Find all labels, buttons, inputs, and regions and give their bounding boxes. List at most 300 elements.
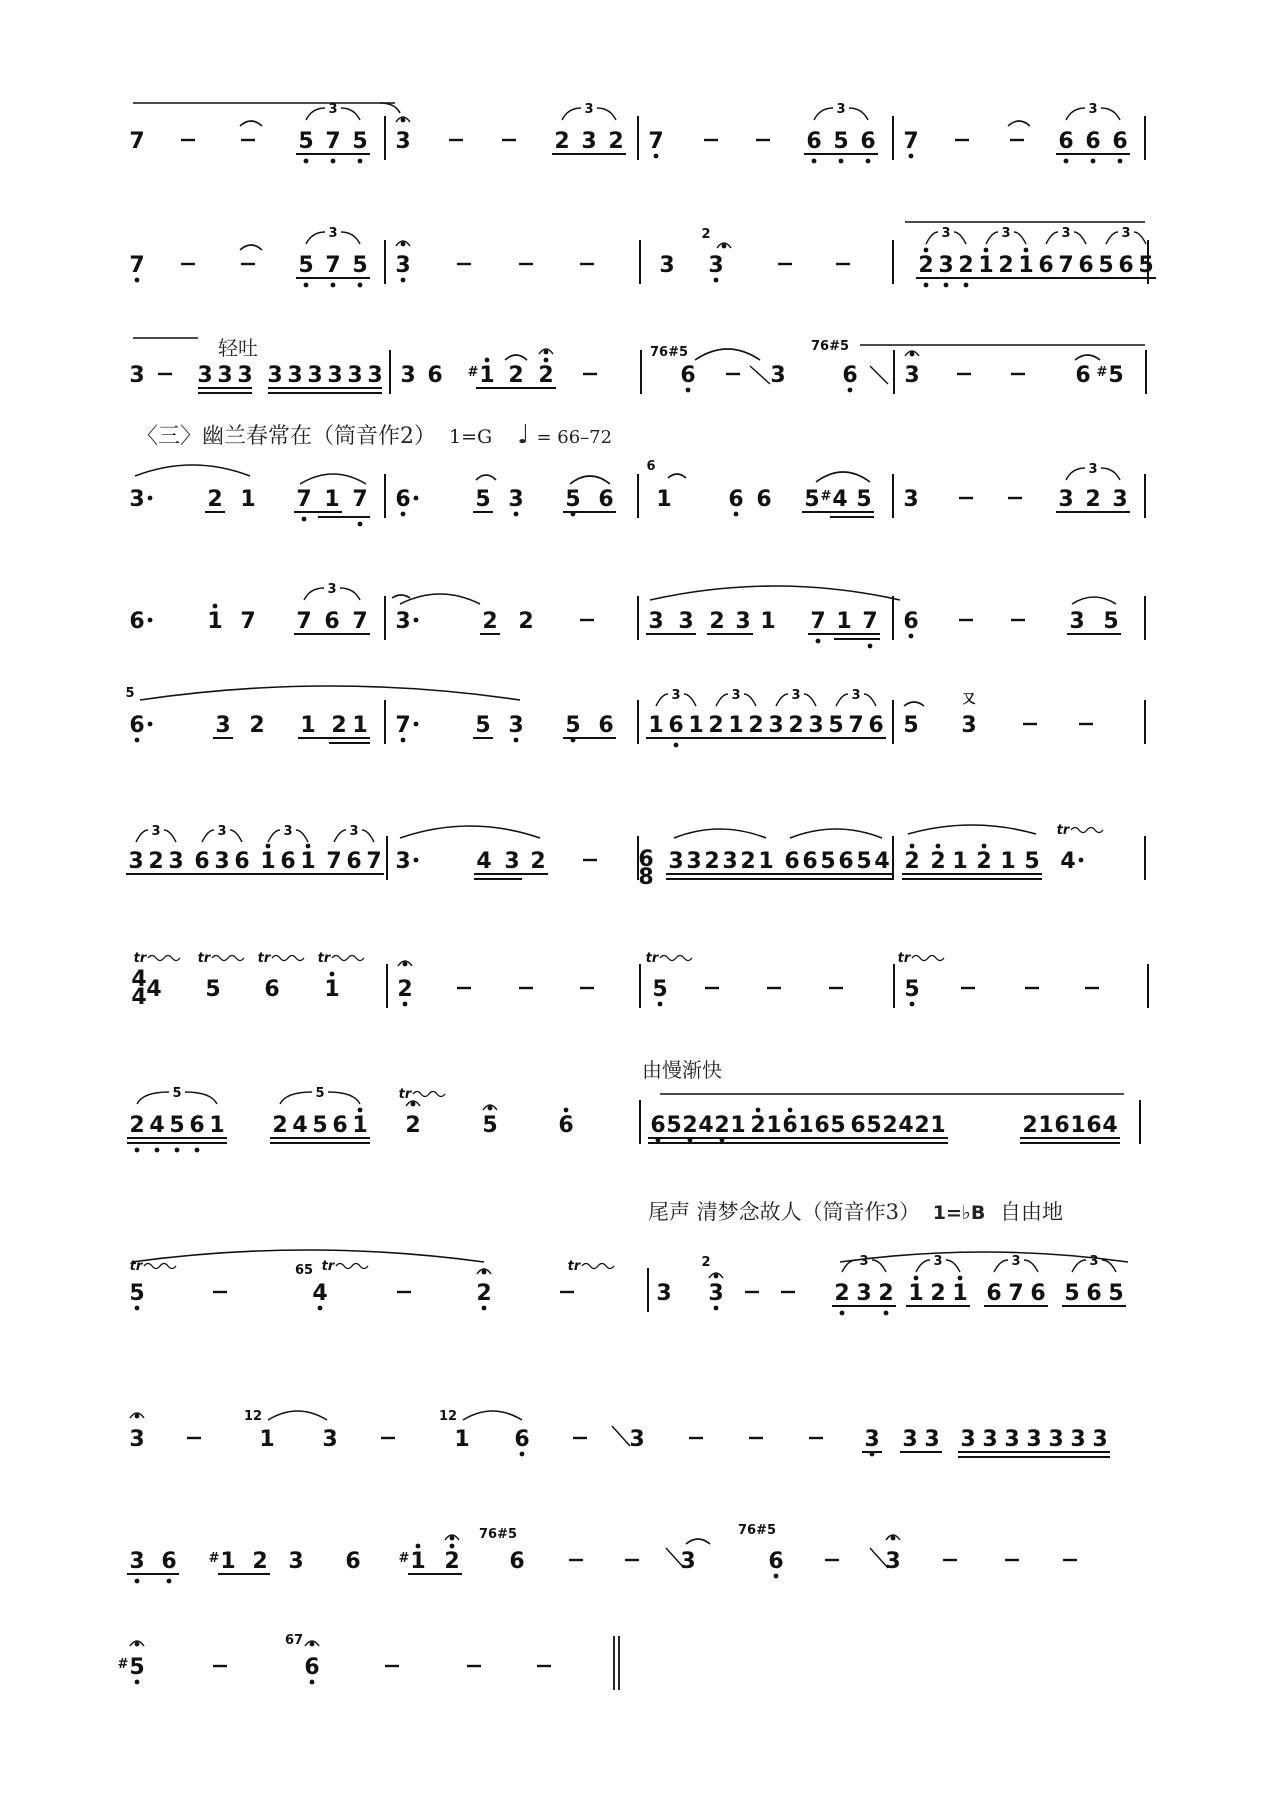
slur: [816, 472, 870, 482]
long-slur: [650, 586, 900, 600]
note: 6: [598, 487, 614, 512]
note: 6: [668, 713, 684, 738]
high-octave-dot: [788, 1108, 793, 1113]
note: 6: [784, 849, 800, 874]
breath-arc: [668, 474, 686, 478]
breath-arc: [240, 245, 262, 250]
slur: [463, 1411, 522, 1420]
tuplet-arc: [1101, 468, 1120, 480]
note: 3: [902, 1427, 918, 1452]
note: 7: [326, 849, 342, 874]
long-slur: [132, 1250, 484, 1262]
tuplet-number: 3: [791, 688, 801, 703]
note: 5: [1064, 1281, 1080, 1306]
low-octave-dot: [135, 1148, 140, 1153]
tuplet-arc: [164, 830, 176, 842]
note: 2: [249, 713, 265, 738]
tuplet-number: 3: [584, 102, 594, 117]
note: 2: [958, 253, 974, 278]
note: 3: [322, 1427, 338, 1452]
glide-line: [612, 1426, 630, 1446]
note: 6: [194, 849, 210, 874]
tuplet-arc: [1024, 1260, 1038, 1272]
note: 6: [1058, 129, 1074, 154]
tuplet-number: 3: [327, 582, 337, 597]
note: 3: [1070, 1427, 1086, 1452]
tuplet-arc: [296, 830, 308, 842]
note: 4: [1060, 849, 1076, 874]
breath-arc: [1075, 355, 1100, 360]
section-3-title: 〈三〉幽兰春常在（筒音作2）: [136, 424, 436, 449]
note: 7: [648, 129, 664, 154]
fermata-dot: [450, 1536, 455, 1541]
note: 6: [558, 1113, 574, 1138]
low-octave-dot: [167, 1579, 172, 1584]
high-octave-dot: [358, 1108, 363, 1113]
note: 2: [998, 253, 1014, 278]
grace-note: 76#5: [810, 339, 850, 354]
note: 3: [1092, 1427, 1108, 1452]
note: 7: [325, 253, 341, 278]
slur: [908, 825, 1036, 834]
tuplet-number: 3: [328, 102, 338, 117]
tuplet-arc: [849, 108, 868, 120]
grace-note: 76#5: [478, 1527, 518, 1542]
note: 6: [1075, 363, 1091, 388]
high-octave-dot: [1024, 248, 1029, 253]
low-octave-dot: [839, 159, 844, 164]
tuplet-arc: [1102, 1260, 1116, 1272]
low-octave-dot: [924, 283, 929, 288]
tuplet-number: 3: [151, 824, 161, 839]
fermata-dot: [714, 1274, 719, 1279]
note: 7: [395, 713, 411, 738]
note: 3: [1004, 1427, 1020, 1452]
note: 1: [259, 1427, 275, 1452]
high-octave-dot: [914, 1276, 919, 1281]
note: 3: [1069, 609, 1085, 634]
trill-wave-icon: [336, 1264, 368, 1269]
note: 2: [704, 849, 720, 874]
note: 6: [161, 1549, 177, 1574]
note: 7: [240, 609, 256, 634]
note: 6: [1054, 1113, 1070, 1138]
trill-wave-icon: [272, 956, 304, 961]
note: 3: [129, 1427, 145, 1452]
note: 1: [730, 1113, 746, 1138]
note: 6: [1112, 129, 1128, 154]
note: 3: [938, 253, 954, 278]
low-octave-dot: [734, 512, 739, 517]
note: 2: [914, 1113, 930, 1138]
note: 6: [129, 609, 145, 634]
note: 3: [982, 1427, 998, 1452]
low-octave-dot: [304, 159, 309, 164]
glide-line: [750, 366, 770, 384]
tuplet-arc: [306, 108, 325, 120]
note: 4: [146, 977, 162, 1002]
note: 2: [1022, 1113, 1038, 1138]
grace-note: 2: [701, 1255, 711, 1270]
note: 2: [129, 1113, 145, 1138]
fermata-dot: [544, 350, 549, 355]
grace-note: 12: [243, 1409, 263, 1424]
tuplet-arc: [836, 694, 848, 706]
note: 3: [960, 1427, 976, 1452]
tuplet-arc: [328, 1092, 360, 1104]
note: 6: [814, 1113, 830, 1138]
note: 1: [209, 1113, 225, 1138]
note: 2: [530, 849, 546, 874]
low-octave-dot: [1091, 159, 1096, 164]
note: 3: [367, 363, 383, 388]
note: 6: [838, 849, 854, 874]
tempo-note-icon: ♩: [517, 420, 530, 450]
note: 5: [312, 1113, 328, 1138]
tuplet-number: 3: [1011, 1254, 1021, 1269]
high-octave-dot: [330, 972, 335, 977]
tuplet-number: 3: [941, 226, 951, 241]
tuplet-arc: [230, 830, 242, 842]
tuplet-arc: [334, 830, 346, 842]
note: 3: [395, 609, 411, 634]
high-octave-dot: [266, 844, 271, 849]
note: 1: [1000, 849, 1016, 874]
slur: [790, 829, 882, 838]
note: 2: [930, 849, 946, 874]
trill-wave-icon: [148, 956, 180, 961]
note: 6: [802, 849, 818, 874]
note: 7: [1058, 253, 1074, 278]
note: 3: [197, 363, 213, 388]
note: 6: [1118, 253, 1134, 278]
note: 5: [1108, 1281, 1124, 1306]
note: 3: [1026, 1427, 1042, 1452]
note: 4: [898, 1113, 914, 1138]
note: 3: [678, 609, 694, 634]
trill-wave-icon: [582, 1264, 614, 1269]
glide-line: [870, 366, 888, 384]
note: 7: [903, 129, 919, 154]
note: 4: [874, 849, 890, 874]
note: 1: [352, 1113, 368, 1138]
note: 3: [808, 713, 824, 738]
tuplet-arc: [268, 830, 280, 842]
note: 6: [280, 849, 296, 874]
note: 1: [220, 1549, 236, 1574]
tuplet-arc: [872, 1260, 886, 1272]
note: 1: [454, 1427, 470, 1452]
grace-note: 5: [125, 686, 135, 701]
tuplet-arc: [362, 830, 374, 842]
low-octave-dot: [868, 644, 873, 649]
note: 2: [740, 849, 756, 874]
note: 2: [976, 849, 992, 874]
note: 5: [1138, 253, 1154, 278]
note: 4: [292, 1113, 308, 1138]
low-octave-dot: [403, 1002, 408, 1007]
note: 1: [410, 1549, 426, 1574]
tuplet-number: 3: [349, 824, 359, 839]
note: 3: [708, 253, 724, 278]
tuplet-number: 3: [1088, 462, 1098, 477]
note: 2: [482, 609, 498, 634]
sharp-icon: #: [820, 489, 832, 504]
note: 6: [427, 363, 443, 388]
low-octave-dot: [944, 283, 949, 288]
grace-note: 76#5: [737, 1523, 777, 1538]
note: 4: [476, 849, 492, 874]
tuplet-arc: [1072, 1260, 1086, 1272]
low-octave-dot: [909, 154, 914, 159]
tuplet-arc: [1066, 468, 1085, 480]
note: 6: [986, 1281, 1002, 1306]
note: 6: [234, 849, 250, 874]
note: 5: [804, 487, 820, 512]
slur: [135, 465, 250, 476]
note: 3: [770, 363, 786, 388]
note: 5: [129, 1281, 145, 1306]
tuplet-number: 3: [859, 1254, 869, 1269]
fermata-dot: [310, 1642, 315, 1647]
note: 7: [325, 129, 341, 154]
note: 6: [346, 849, 362, 874]
tuplet-arc: [1106, 232, 1118, 244]
note: 5: [169, 1113, 185, 1138]
note: 7: [296, 609, 312, 634]
tuplet-arc: [597, 108, 616, 120]
note: 1: [300, 849, 316, 874]
note: 5: [475, 713, 491, 738]
fermata-dot: [488, 1106, 493, 1111]
trill-wave-icon: [912, 956, 944, 961]
low-octave-dot: [155, 1148, 160, 1153]
note: 7: [1008, 1281, 1024, 1306]
note: 3: [961, 713, 977, 738]
tuplet-number: 3: [731, 688, 741, 703]
note: 1: [978, 253, 994, 278]
trill-mark: tr: [197, 951, 211, 966]
high-octave-dot: [213, 604, 218, 609]
note: 3: [307, 363, 323, 388]
breath-arc: [686, 1539, 710, 1544]
note: 2: [1085, 487, 1101, 512]
grace-note: 76#5: [649, 345, 689, 360]
tuplet-number: 3: [283, 824, 293, 839]
note: 2: [272, 1113, 288, 1138]
trill-wave-icon: [413, 1092, 445, 1097]
breath-arc: [240, 121, 262, 126]
note: 2: [882, 1113, 898, 1138]
low-octave-dot: [520, 1452, 525, 1457]
tuplet-arc: [986, 232, 998, 244]
fermata-dot: [482, 1270, 487, 1275]
high-octave-dot: [416, 1544, 421, 1549]
low-octave-dot: [175, 1148, 180, 1153]
note: 1: [758, 849, 774, 874]
note: 1: [324, 487, 340, 512]
trill-wave-icon: [144, 1264, 176, 1269]
note: 3: [656, 1281, 672, 1306]
note: 6: [842, 363, 858, 388]
time-signature-top: 6: [638, 847, 654, 872]
note: 6: [598, 713, 614, 738]
note: 3: [395, 849, 411, 874]
coda-key: 1=♭B: [932, 1202, 986, 1224]
low-octave-dot: [401, 278, 406, 283]
note: 5: [904, 977, 920, 1002]
tuplet-number: 3: [328, 226, 338, 241]
note: 4: [149, 1113, 165, 1138]
note: 6: [345, 1549, 361, 1574]
note: 3: [128, 849, 144, 874]
tuplet-number: 3: [671, 688, 681, 703]
low-octave-dot: [848, 388, 853, 393]
high-octave-dot: [982, 844, 987, 849]
time-signature-bottom: 4: [131, 985, 147, 1010]
low-octave-dot: [135, 738, 140, 743]
note: 3: [215, 713, 231, 738]
sharp-icon: #: [467, 365, 479, 380]
note: 3: [659, 253, 675, 278]
note: 6: [1078, 253, 1094, 278]
low-octave-dot: [358, 283, 363, 288]
note: 3: [885, 1549, 901, 1574]
tuplet-arc: [1074, 232, 1086, 244]
note: 5: [856, 487, 872, 512]
note: 5: [830, 1113, 846, 1138]
note: 6: [782, 1113, 798, 1138]
note: 7: [810, 609, 826, 634]
note: 3: [217, 363, 233, 388]
low-octave-dot: [304, 283, 309, 288]
low-octave-dot: [910, 1002, 915, 1007]
note: 1: [760, 609, 776, 634]
sharp-icon: #: [1096, 365, 1108, 380]
note: 6: [395, 487, 411, 512]
note: 3: [168, 849, 184, 874]
low-octave-dot: [812, 159, 817, 164]
note: 3: [735, 609, 751, 634]
note: 4: [698, 1113, 714, 1138]
note: 6: [903, 609, 919, 634]
note: 3: [722, 849, 738, 874]
note: 5: [856, 849, 872, 874]
note: 6: [650, 1113, 666, 1138]
note: 2: [748, 713, 764, 738]
long-slur: [140, 686, 520, 700]
trill-mark: tr: [1056, 823, 1070, 838]
note: 1: [352, 713, 368, 738]
fermata-dot: [411, 1102, 416, 1107]
quintuplet-number: 5: [172, 1086, 182, 1101]
tuplet-arc: [994, 1260, 1008, 1272]
low-octave-dot: [401, 512, 406, 517]
coda-tempo: 自由地: [1000, 1200, 1064, 1224]
grace-note: 6: [646, 459, 656, 474]
note: 5: [828, 713, 844, 738]
tuplet-arc: [280, 1092, 312, 1104]
high-octave-dot: [306, 844, 311, 849]
note: 1: [688, 713, 704, 738]
high-octave-dot: [958, 1276, 963, 1281]
note: 3: [648, 609, 664, 634]
note: 7: [366, 849, 382, 874]
tuplet-arc: [656, 694, 668, 706]
note: 3: [395, 253, 411, 278]
note: 2: [331, 713, 347, 738]
note: 5: [352, 129, 368, 154]
note: 3: [508, 487, 524, 512]
high-octave-dot: [910, 844, 915, 849]
note: 2: [476, 1281, 492, 1306]
note: 2: [714, 1113, 730, 1138]
note: 2: [750, 1113, 766, 1138]
time-signature-top: 4: [131, 967, 147, 992]
low-octave-dot: [686, 388, 691, 393]
tuplet-number: 3: [1089, 1254, 1099, 1269]
note: 3: [129, 363, 145, 388]
note: 5: [866, 1113, 882, 1138]
note: 3: [129, 1549, 145, 1574]
note: 5: [820, 849, 836, 874]
note: 2: [148, 849, 164, 874]
note: 2: [930, 1281, 946, 1306]
note: 3: [327, 363, 343, 388]
note: 2: [252, 1549, 268, 1574]
note: 3: [508, 713, 524, 738]
tuplet-arc: [136, 830, 148, 842]
trill-mark: tr: [257, 951, 271, 966]
note: 1: [930, 1113, 946, 1138]
note: 3: [287, 363, 303, 388]
low-octave-dot: [654, 154, 659, 159]
low-octave-dot: [816, 639, 821, 644]
trill-wave-icon: [212, 956, 244, 961]
breath-arc: [476, 475, 496, 480]
tuplet-arc: [562, 108, 581, 120]
note: 1: [648, 713, 664, 738]
note: 3: [214, 849, 230, 874]
low-octave-dot: [135, 1680, 140, 1685]
slur: [674, 829, 766, 838]
note: 2: [682, 1113, 698, 1138]
grace-note: 2: [701, 227, 711, 242]
low-octave-dot: [658, 1002, 663, 1007]
high-octave-dot: [544, 358, 549, 363]
sharp-icon: #: [208, 1551, 220, 1566]
note: 6: [1086, 1113, 1102, 1138]
note: 3: [129, 487, 145, 512]
low-octave-dot: [674, 743, 679, 748]
note: 1: [908, 1281, 924, 1306]
low-octave-dot: [310, 1680, 315, 1685]
note: 2: [444, 1549, 460, 1574]
tuplet-arc: [202, 830, 214, 842]
low-octave-dot: [964, 283, 969, 288]
note: 6: [1086, 1281, 1102, 1306]
annotation-you: 又: [962, 692, 976, 707]
note: 3: [395, 129, 411, 154]
grace-note: 67: [284, 1633, 304, 1648]
slur: [1072, 597, 1116, 604]
note: 1: [952, 849, 968, 874]
note: 1: [260, 849, 276, 874]
tuplet-arc: [1046, 232, 1058, 244]
low-octave-dot: [514, 512, 519, 517]
augmentation-dot: [1079, 858, 1084, 863]
trill-mark: tr: [133, 951, 147, 966]
